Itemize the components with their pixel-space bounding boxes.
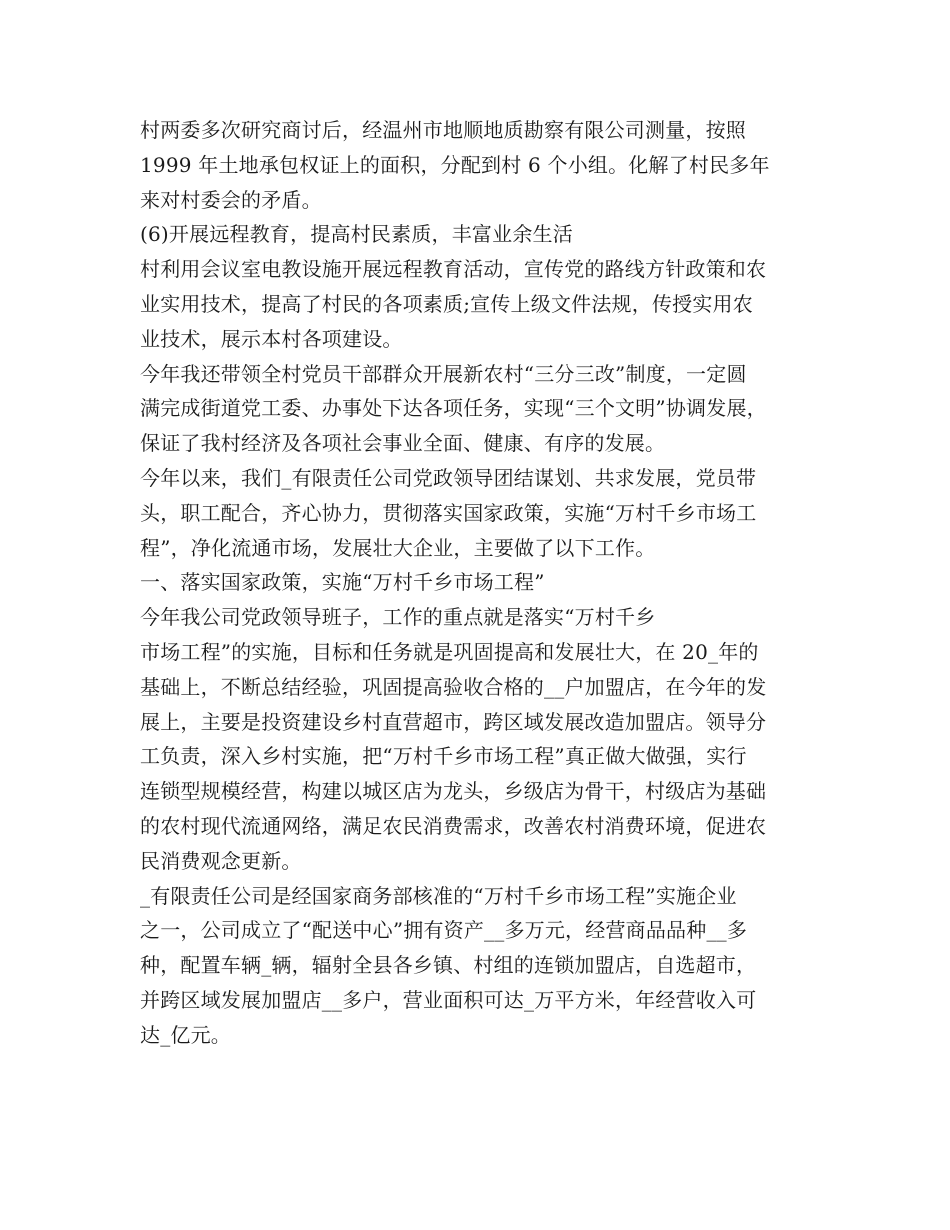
text-line: 头，职工配合，齐心协力，贯彻落实国家政策，实施“万村千乡市场工 bbox=[140, 500, 757, 525]
text-line: 民消费观念更新。 bbox=[140, 848, 302, 873]
text-line: 今年以来，我们_有限责任公司党政领导团结谋划、共求发展，党员带 bbox=[140, 465, 757, 490]
text-line: 满完成街道党工委、办事处下达各项任务，实现“三个文明”协调发展， bbox=[140, 396, 767, 421]
text-line: 展上，主要是投资建设乡村直营超市，跨区域发展改造加盟店。领导分 bbox=[140, 709, 767, 734]
text-line: 达_亿元。 bbox=[140, 1022, 231, 1047]
text-line: 程”，净化流通市场，发展壮大企业，主要做了以下工作。 bbox=[140, 535, 656, 560]
text-line: 保证了我村经济及各项社会事业全面、健康、有序的发展。 bbox=[140, 431, 666, 456]
text-line: 今年我公司党政领导班子，工作的重点就是落实“万村千乡 bbox=[140, 605, 656, 630]
text-line: 业实用技术，提高了村民的各项素质;宣传上级文件法规，传授实用农 bbox=[140, 291, 753, 316]
document-body bbox=[140, 113, 830, 1053]
text-line: 之一，公司成立了“配送中心”拥有资产__多万元，经营商品品种__多 bbox=[140, 918, 748, 943]
section-heading: 一、落实国家政策，实施“万村千乡市场工程” bbox=[140, 570, 545, 595]
text-line: 今年我还带领全村党员干部群众开展新农村“三分三改”制度，一定圆 bbox=[140, 361, 747, 386]
text-line: 1999 年土地承包权证上的面积，分配到村 6 个小组。化解了村民多年 bbox=[140, 152, 770, 177]
text-line: 种，配置车辆_辆，辐射全县各乡镇、村组的连锁加盟店，自选超市， bbox=[140, 953, 757, 978]
text-line: 连锁型规模经营，构建以城区店为龙头，乡级店为骨干，村级店为基础 bbox=[140, 779, 767, 804]
text-line: 工负责，深入乡村实施，把“万村千乡市场工程”真正做大做强，实行 bbox=[140, 744, 747, 769]
text-line: 并跨区域发展加盟店__多户，营业面积可达_万平方米，年经营收入可 bbox=[140, 987, 757, 1012]
text-line: 业技术，展示本村各项建设。 bbox=[140, 326, 403, 351]
text-line: 的农村现代流通网络，满足农民消费需求，改善农村消费环境，促进农 bbox=[140, 813, 767, 838]
text-line: 村两委多次研究商讨后，经温州市地顺地质勘察有限公司测量，按照 bbox=[140, 118, 746, 142]
text-line: 来对村委会的矛盾。 bbox=[140, 187, 322, 212]
text-line: 基础上，不断总结经验，巩固提高验收合格的__户加盟店，在今年的发 bbox=[140, 674, 767, 699]
text-line: 市场工程”的实施，目标和任务就是巩固提高和发展壮大，在 20_年的 bbox=[140, 639, 759, 664]
text-line: _有限责任公司是经国家商务部核准的“万村千乡市场工程”实施企业 bbox=[140, 883, 737, 908]
section-heading: (6)开展远程教育，提高村民素质，丰富业余生活 bbox=[140, 222, 573, 247]
text-line: 村利用会议室电教设施开展远程教育活动，宣传党的路线方针政策和农 bbox=[140, 257, 767, 282]
